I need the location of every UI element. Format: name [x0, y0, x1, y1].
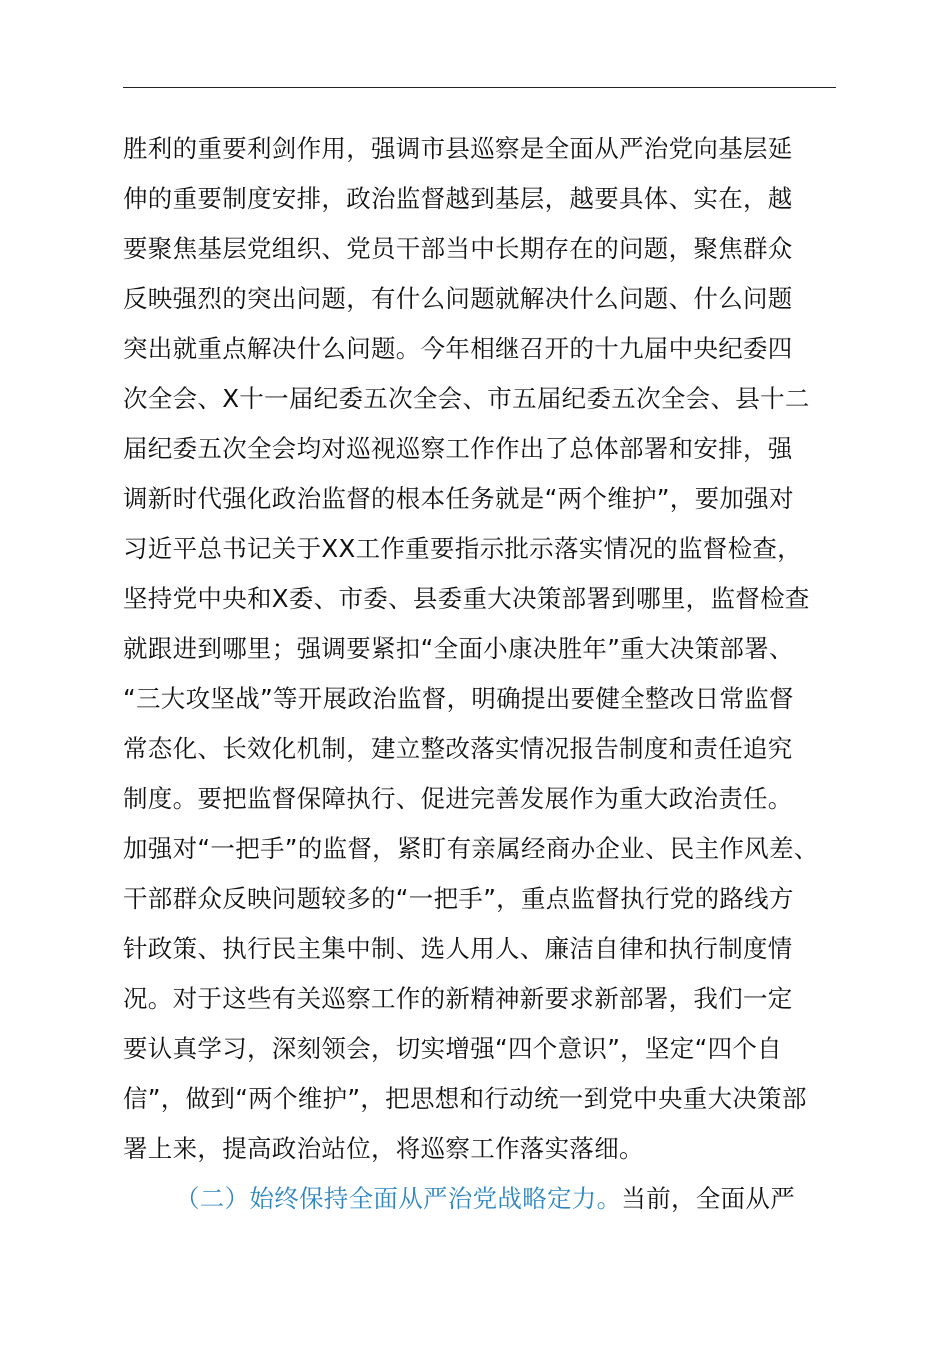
- section-text: 当前，全面从严: [621, 1184, 796, 1213]
- text-line: 制度。要把监督保障执行、促进完善发展作为重大政治责任。: [123, 784, 793, 813]
- text-line: 署上来，提高政治站位，将巡察工作落实落细。: [123, 1134, 644, 1163]
- text-line: 反映强烈的突出问题，有什么问题就解决什么问题、什么问题: [123, 284, 793, 313]
- text-line: 针政策、执行民主集中制、选人用人、廉洁自律和执行制度情: [123, 934, 793, 963]
- document-body: [123, 124, 843, 1224]
- text-line: “三大攻坚战”等开展政治监督，明确提出要健全整改日常监督: [123, 684, 794, 713]
- section-line: [123, 1174, 843, 1224]
- text-line: 加强对“一把手”的监督，紧盯有亲属经商办企业、民主作风差、: [123, 834, 819, 863]
- text-line: 胜利的重要利剑作用，强调市县巡察是全面从严治党向基层延: [123, 134, 793, 163]
- text-line: 届纪委五次全会均对巡视巡察工作作出了总体部署和安排，强: [123, 434, 793, 463]
- text-line: 习近平总书记关于XX工作重要指示批示落实情况的监督检查，: [123, 534, 802, 563]
- text-line: 要聚焦基层党组织、党员干部当中长期存在的问题，聚焦群众: [123, 234, 793, 263]
- text-line: 就跟进到哪里；强调要紧扣“全面小康决胜年”重大决策部署、: [123, 634, 794, 663]
- text-line: 坚持党中央和X委、市委、县委重大决策部署到哪里，监督检查: [123, 584, 810, 613]
- text-line: 况。对于这些有关巡察工作的新精神新要求新部署，我们一定: [123, 984, 793, 1013]
- text-line: 信”，做到“两个维护”，把思想和行动统一到党中央重大决策部: [123, 1084, 807, 1113]
- text-line: 要认真学习，深刻领会，切实增强“四个意识”，坚定“四个自: [123, 1034, 782, 1063]
- text-line: 调新时代强化政治监督的根本任务就是“两个维护”，要加强对: [123, 484, 794, 513]
- section-heading: （二）始终保持全面从严治党战略定力。: [175, 1184, 622, 1213]
- text-line: 伸的重要制度安排，政治监督越到基层，越要具体、实在，越: [123, 184, 793, 213]
- header-rule: [123, 87, 836, 88]
- text-line: 常态化、长效化机制，建立整改落实情况报告制度和责任追究: [123, 734, 793, 763]
- text-line: 干部群众反映问题较多的“一把手”，重点监督执行党的路线方: [123, 884, 794, 913]
- text-line: 次全会、X十一届纪委五次全会、市五届纪委五次全会、县十二: [123, 384, 810, 413]
- text-line: 突出就重点解决什么问题。今年相继召开的十九届中央纪委四: [123, 334, 793, 363]
